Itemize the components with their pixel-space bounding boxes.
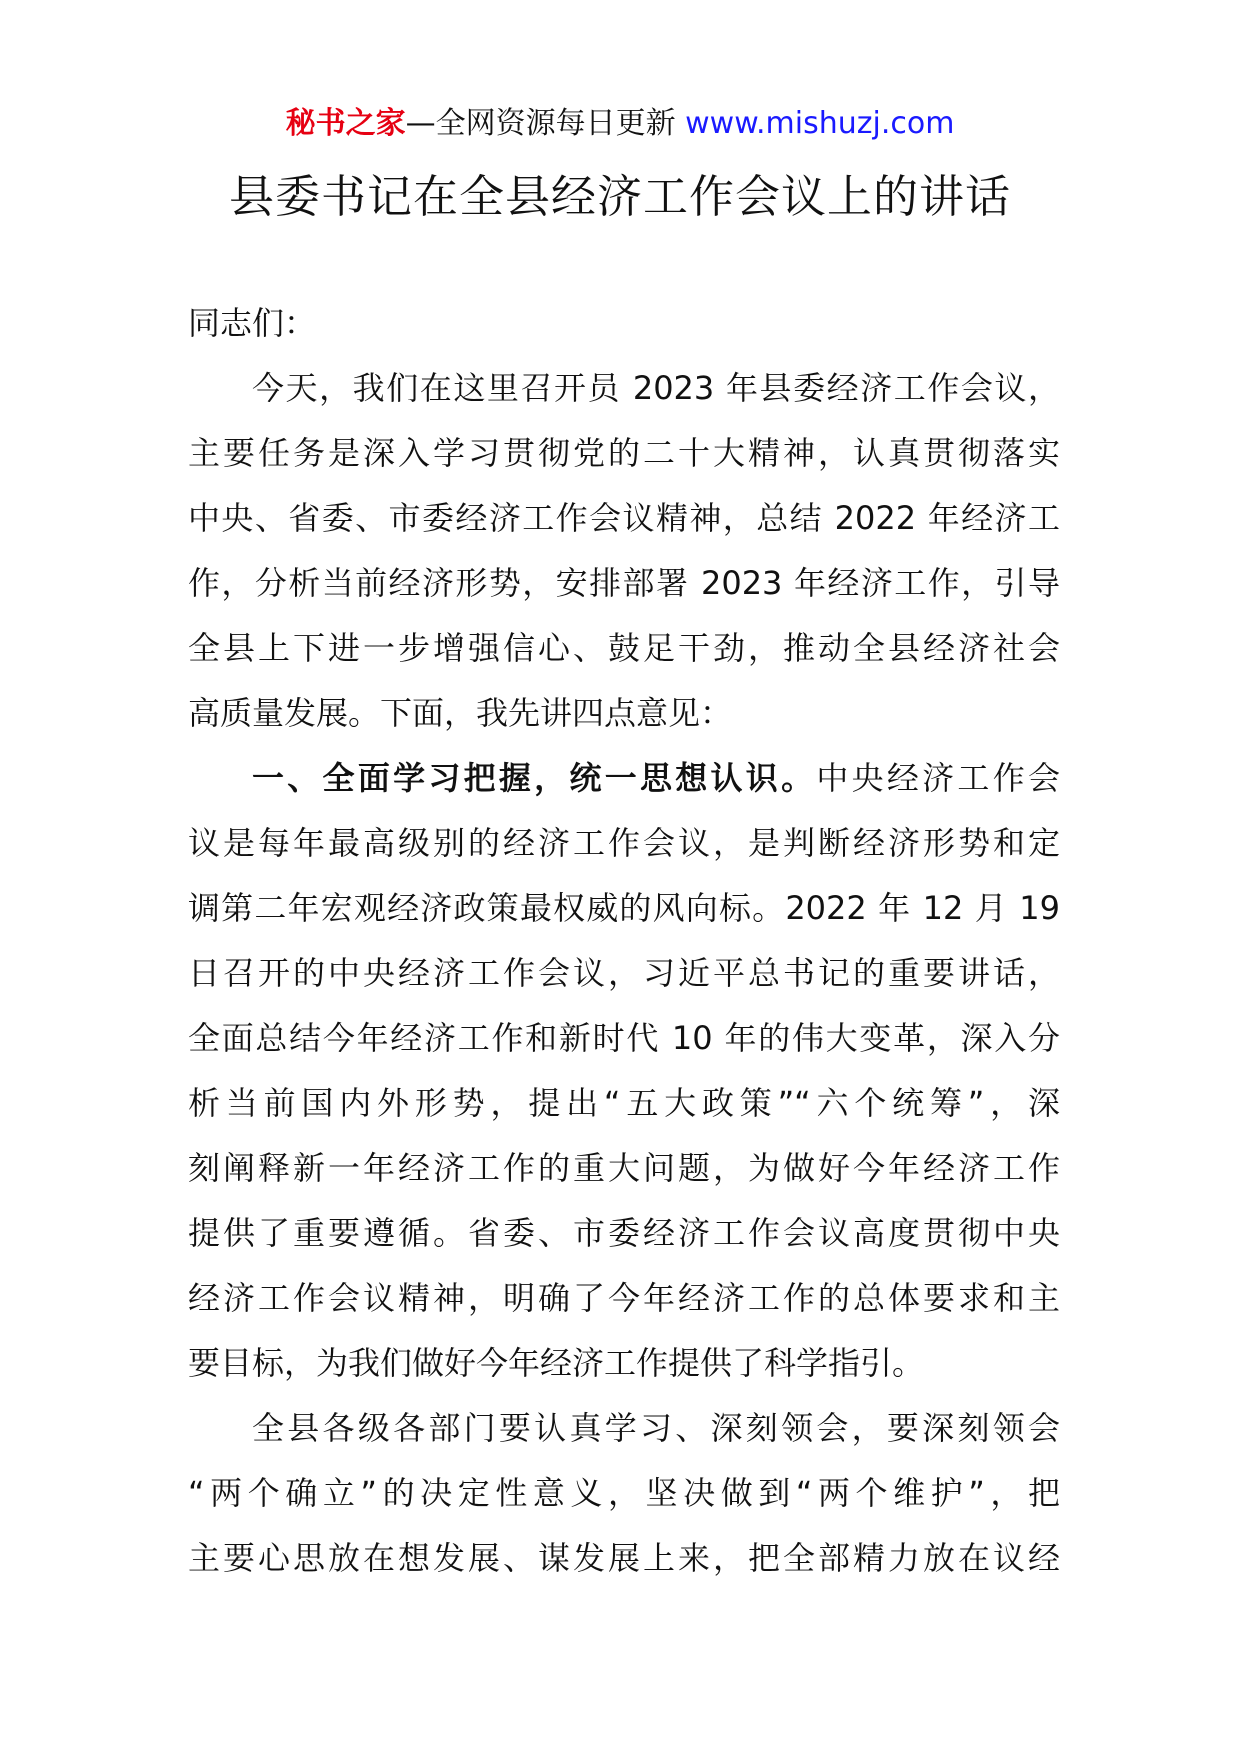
document-body [188, 291, 1060, 1591]
section-heading-line [188, 746, 1060, 811]
paragraph-line: 主要任务是深入学习贯彻党的二十大精神，认真贯彻落实 [188, 434, 1060, 472]
paragraph-line: 全县上下进一步增强信心、鼓足干劲，推动全县经济社会 [188, 629, 1060, 667]
document-title: 县委书记在全县经济工作会议上的讲话 [228, 170, 1011, 223]
paragraph-line: 要目标，为我们做好今年经济工作提供了科学指引。 [188, 1344, 925, 1382]
paragraph-line: 全县各级各部门要认真学习、深刻领会，要深刻领会 [252, 1409, 1060, 1447]
section-heading: 一、全面学习把握，统一思想认识。 [252, 759, 817, 797]
paragraph-line: 析当前国内外形势，提出“五大政策”“六个统筹”，深 [188, 1084, 1060, 1122]
paragraph-line: 中央、省委、市委经济工作会议精神，总结 2022 年经济工 [188, 499, 1060, 537]
salutation: 同志们： [188, 304, 317, 342]
paragraph-line: 经济工作会议精神，明确了今年经济工作的总体要求和主 [188, 1279, 1060, 1317]
paragraph-line: 全面总结今年经济工作和新时代 10 年的伟大变革，深入分 [188, 1019, 1060, 1057]
paragraph-2 [188, 746, 1060, 1396]
paragraph-3 [188, 1396, 1060, 1591]
paragraph-line: 提供了重要遵循。省委、市委经济工作会议高度贯彻中央 [188, 1214, 1060, 1252]
paragraph-line: 作，分析当前经济形势，安排部署 2023 年经济工作，引导 [188, 564, 1060, 602]
paragraph-line: “两个确立”的决定性意义，坚决做到“两个维护”，把 [188, 1474, 1060, 1512]
paragraph-line: 议是每年最高级别的经济工作会议，是判断经济形势和定 [188, 824, 1060, 862]
paragraph-line: 高质量发展。下面，我先讲四点意见： [188, 694, 733, 732]
paragraph-line: 今天，我们在这里召开员 2023 年县委经济工作会议， [252, 369, 1060, 407]
section-heading-rest: 中央经济工作会 [816, 759, 1060, 797]
paragraph-line: 调第二年宏观经济政策最权威的风向标。2022 年 12 月 19 [188, 889, 1060, 927]
paragraph-line: 主要心思放在想发展、谋发展上来，把全部精力放在议经 [188, 1539, 1060, 1577]
banner-tagline: —全网资源每日更新 [405, 106, 686, 141]
site-banner [0, 102, 1240, 146]
banner-url-link[interactable]: www.mishuzj.com [685, 106, 955, 141]
paragraph-line: 刻阐释新一年经济工作的重大问题，为做好今年经济工作 [188, 1149, 1060, 1187]
banner-brand: 秘书之家 [285, 106, 406, 141]
paragraph-line: 日召开的中央经济工作会议，习近平总书记的重要讲话， [188, 954, 1060, 992]
paragraph-1 [188, 356, 1060, 746]
